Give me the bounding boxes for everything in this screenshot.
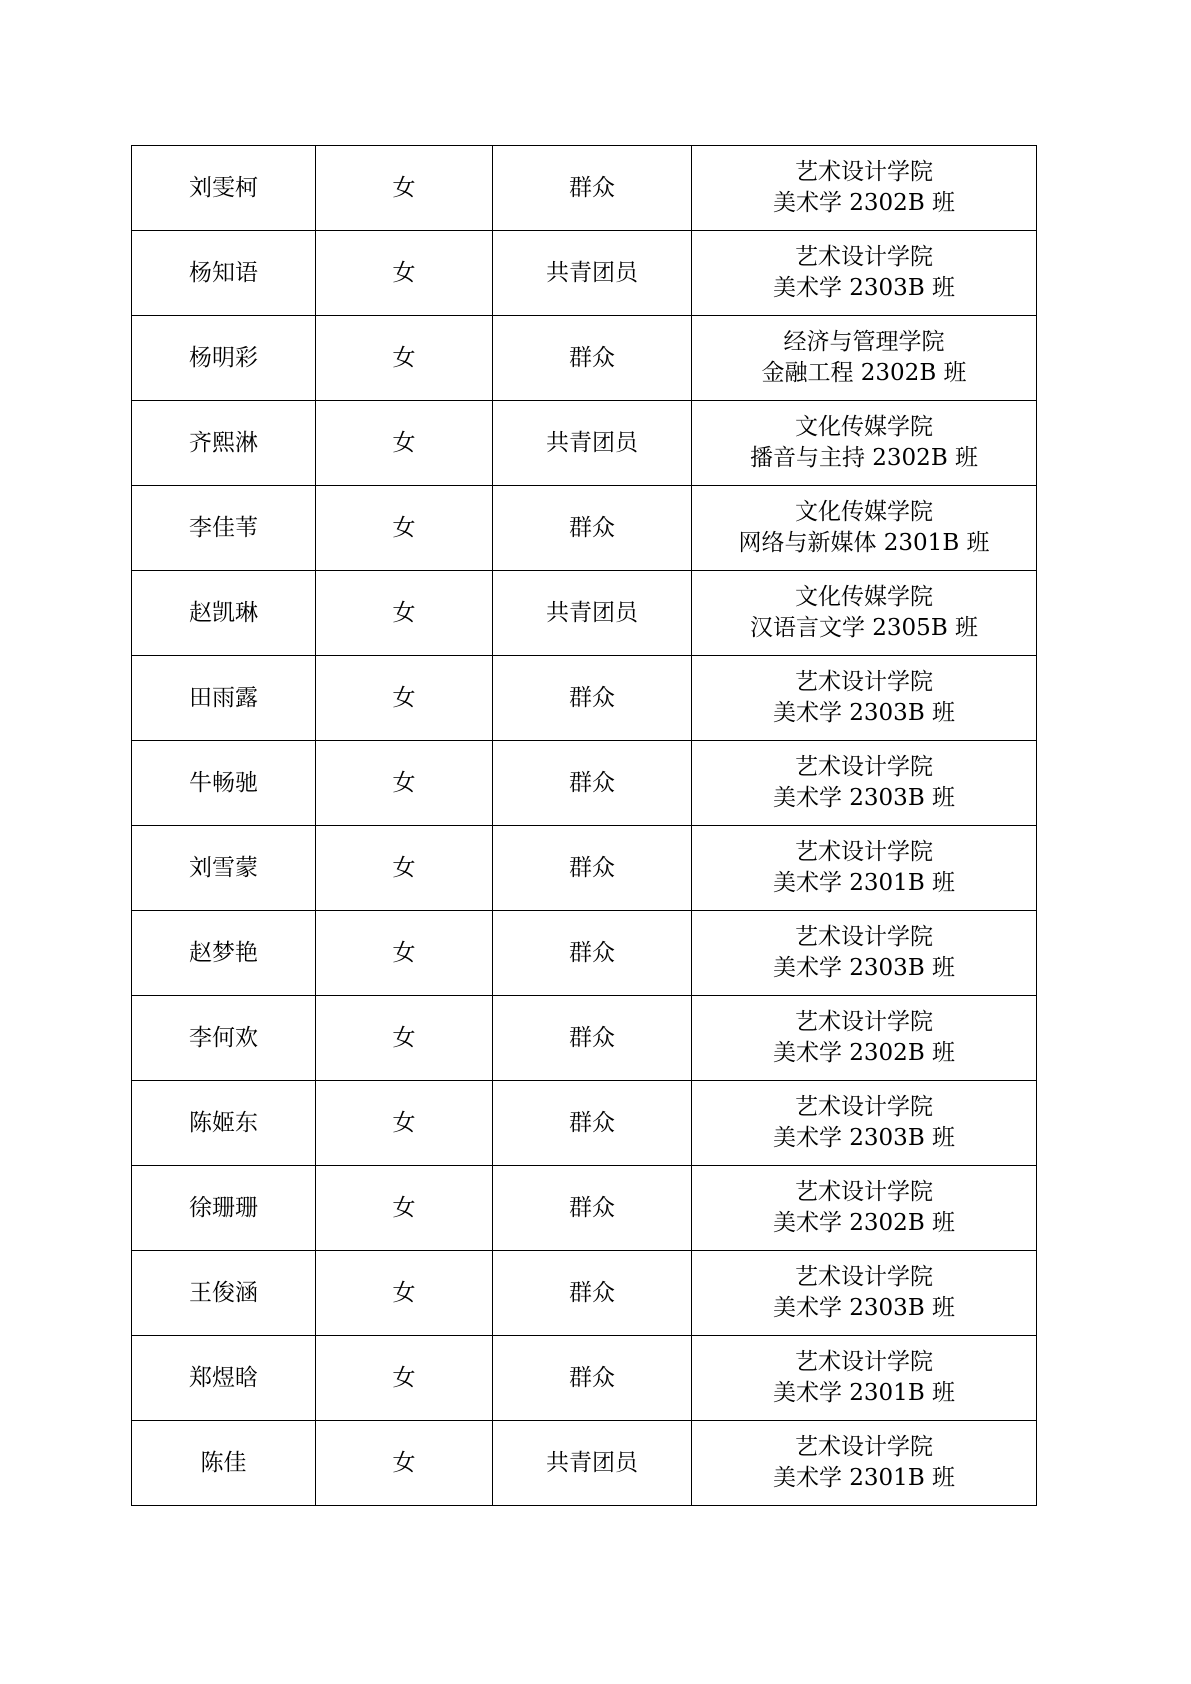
student-name-cell: 陈佳 <box>132 1421 316 1506</box>
college-class-cell <box>692 1251 1037 1336</box>
class-name: 播音与主持 2302B 班 <box>749 445 979 471</box>
class-name: 美术学 2301B 班 <box>772 1465 956 1491</box>
class-name: 美术学 2303B 班 <box>772 700 956 726</box>
college-name: 文化传媒学院 <box>795 499 933 525</box>
political-status-cell: 群众 <box>493 996 692 1081</box>
roster-body <box>132 146 1037 1506</box>
gender-cell: 女 <box>316 486 493 571</box>
college-class-cell <box>692 316 1037 401</box>
table-row <box>132 1166 1037 1251</box>
gender-cell: 女 <box>316 1081 493 1166</box>
college-name: 艺术设计学院 <box>795 1094 933 1120</box>
student-name-cell: 杨知语 <box>132 231 316 316</box>
class-name: 美术学 2303B 班 <box>772 1125 956 1151</box>
table-row <box>132 316 1037 401</box>
college-name: 艺术设计学院 <box>795 1349 933 1375</box>
student-name-cell: 牛畅驰 <box>132 741 316 826</box>
class-name: 美术学 2303B 班 <box>772 785 956 811</box>
class-name: 网络与新媒体 2301B 班 <box>738 530 990 556</box>
political-status-cell: 群众 <box>493 826 692 911</box>
student-name-cell: 王俊涵 <box>132 1251 316 1336</box>
college-name: 文化传媒学院 <box>795 414 933 440</box>
college-class-cell <box>692 571 1037 656</box>
political-status-cell: 群众 <box>493 486 692 571</box>
college-name: 艺术设计学院 <box>795 159 933 185</box>
college-class-cell <box>692 401 1037 486</box>
table-row <box>132 1336 1037 1421</box>
class-name: 美术学 2303B 班 <box>772 275 956 301</box>
table-row <box>132 826 1037 911</box>
gender-cell: 女 <box>316 656 493 741</box>
student-name-cell: 赵梦艳 <box>132 911 316 996</box>
college-class-cell <box>692 146 1037 231</box>
class-name: 美术学 2303B 班 <box>772 955 956 981</box>
table-row <box>132 996 1037 1081</box>
college-name: 艺术设计学院 <box>795 669 933 695</box>
student-name-cell: 刘雪蒙 <box>132 826 316 911</box>
college-name: 艺术设计学院 <box>795 244 933 270</box>
table-row <box>132 741 1037 826</box>
college-class-cell <box>692 996 1037 1081</box>
gender-cell: 女 <box>316 146 493 231</box>
table-row <box>132 911 1037 996</box>
student-name-cell: 刘雯柯 <box>132 146 316 231</box>
college-class-cell <box>692 826 1037 911</box>
table-row <box>132 571 1037 656</box>
college-class-cell <box>692 1336 1037 1421</box>
class-name: 美术学 2303B 班 <box>772 1295 956 1321</box>
student-roster-table <box>131 145 1037 1506</box>
table-row <box>132 401 1037 486</box>
gender-cell: 女 <box>316 911 493 996</box>
gender-cell: 女 <box>316 316 493 401</box>
table-row <box>132 1081 1037 1166</box>
college-class-cell <box>692 1166 1037 1251</box>
class-name: 美术学 2301B 班 <box>772 870 956 896</box>
political-status-cell: 群众 <box>493 146 692 231</box>
table-row <box>132 486 1037 571</box>
college-class-cell <box>692 741 1037 826</box>
table-row <box>132 146 1037 231</box>
college-name: 艺术设计学院 <box>795 1009 933 1035</box>
student-name-cell: 杨明彩 <box>132 316 316 401</box>
gender-cell: 女 <box>316 571 493 656</box>
college-class-cell <box>692 1081 1037 1166</box>
college-class-cell <box>692 1421 1037 1506</box>
gender-cell: 女 <box>316 231 493 316</box>
college-name: 文化传媒学院 <box>795 584 933 610</box>
political-status-cell: 群众 <box>493 741 692 826</box>
student-name-cell: 李佳苇 <box>132 486 316 571</box>
class-name: 汉语言文学 2305B 班 <box>749 615 979 641</box>
student-name-cell: 郑煜晗 <box>132 1336 316 1421</box>
student-name-cell: 徐珊珊 <box>132 1166 316 1251</box>
college-class-cell <box>692 656 1037 741</box>
political-status-cell: 共青团员 <box>493 571 692 656</box>
college-name: 艺术设计学院 <box>795 924 933 950</box>
class-name: 美术学 2301B 班 <box>772 1380 956 1406</box>
college-name: 艺术设计学院 <box>795 1434 933 1460</box>
college-name: 艺术设计学院 <box>795 1264 933 1290</box>
political-status-cell: 群众 <box>493 911 692 996</box>
college-class-cell <box>692 486 1037 571</box>
college-name: 艺术设计学院 <box>795 1179 933 1205</box>
class-name: 金融工程 2302B 班 <box>761 360 967 386</box>
political-status-cell: 共青团员 <box>493 231 692 316</box>
student-name-cell: 陈姬东 <box>132 1081 316 1166</box>
gender-cell: 女 <box>316 1336 493 1421</box>
gender-cell: 女 <box>316 1421 493 1506</box>
gender-cell: 女 <box>316 741 493 826</box>
political-status-cell: 群众 <box>493 1166 692 1251</box>
political-status-cell: 群众 <box>493 1251 692 1336</box>
gender-cell: 女 <box>316 401 493 486</box>
college-name: 艺术设计学院 <box>795 754 933 780</box>
college-name: 艺术设计学院 <box>795 839 933 865</box>
gender-cell: 女 <box>316 1251 493 1336</box>
gender-cell: 女 <box>316 826 493 911</box>
student-name-cell: 齐熙淋 <box>132 401 316 486</box>
class-name: 美术学 2302B 班 <box>772 1210 956 1236</box>
college-class-cell <box>692 911 1037 996</box>
political-status-cell: 群众 <box>493 316 692 401</box>
political-status-cell: 群众 <box>493 1336 692 1421</box>
table-row <box>132 231 1037 316</box>
student-name-cell: 李何欢 <box>132 996 316 1081</box>
table-row <box>132 1421 1037 1506</box>
political-status-cell: 群众 <box>493 1081 692 1166</box>
class-name: 美术学 2302B 班 <box>772 1040 956 1066</box>
table-row <box>132 1251 1037 1336</box>
gender-cell: 女 <box>316 996 493 1081</box>
political-status-cell: 共青团员 <box>493 1421 692 1506</box>
political-status-cell: 共青团员 <box>493 401 692 486</box>
class-name: 美术学 2302B 班 <box>772 190 956 216</box>
college-name: 经济与管理学院 <box>783 329 945 355</box>
college-class-cell <box>692 231 1037 316</box>
political-status-cell: 群众 <box>493 656 692 741</box>
table-row <box>132 656 1037 741</box>
gender-cell: 女 <box>316 1166 493 1251</box>
student-name-cell: 赵凯琳 <box>132 571 316 656</box>
student-name-cell: 田雨露 <box>132 656 316 741</box>
